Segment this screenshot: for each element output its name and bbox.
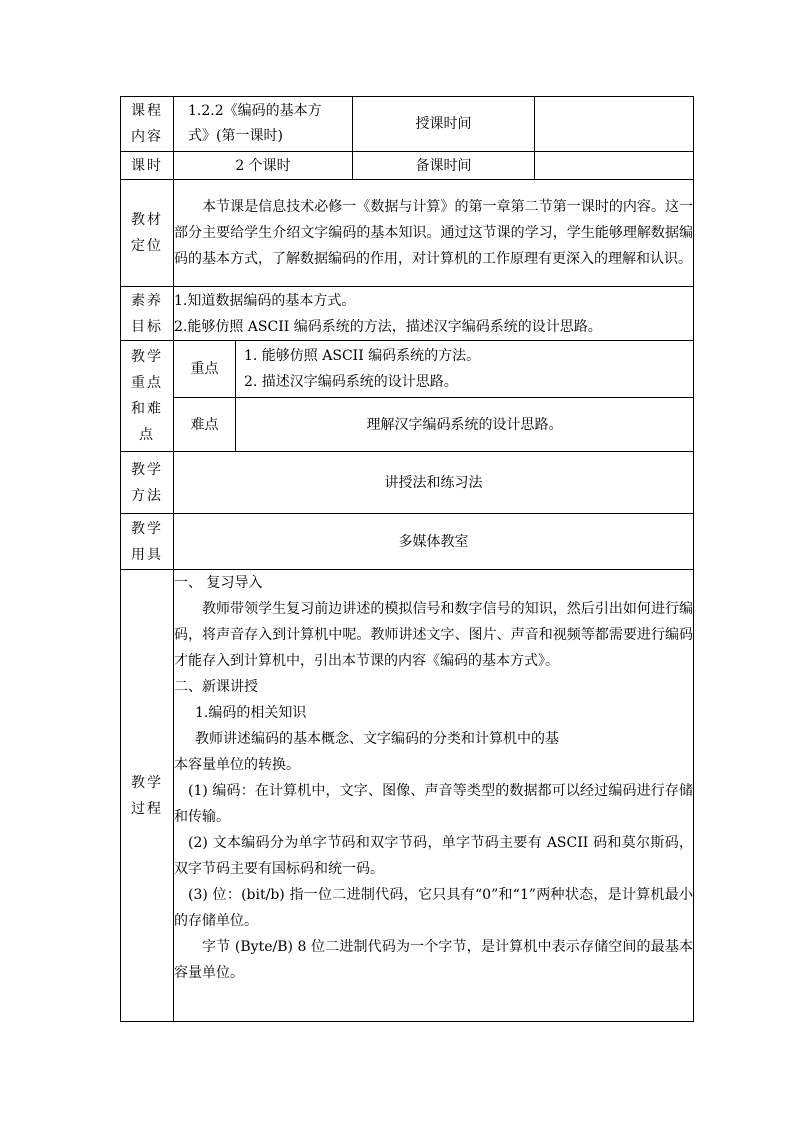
row-textbook-position: [121, 180, 694, 287]
process-subheading: 1.编码的相关知识: [195, 705, 307, 721]
label-line: 内容: [131, 129, 163, 145]
key-items: [236, 341, 694, 398]
process-paragraph: (2) 文本编码分为单字节码和双字节码，单字节码主要有 ASCII 码和莫尔斯码，双字节码主要有国标码和统一码。: [174, 835, 694, 877]
label-line: 教学: [131, 461, 163, 478]
process-paragraph: 本容量单位的转换。: [174, 757, 300, 773]
row-goals: [121, 287, 694, 341]
label-line: 教学: [131, 774, 163, 791]
method-value: 讲授法和练习法: [174, 452, 694, 514]
label-line: 教学: [131, 520, 163, 537]
label-tools: [121, 514, 174, 570]
row-course-content: [121, 97, 694, 152]
row-key-points: [121, 341, 694, 398]
label-key-difficult: [121, 341, 174, 452]
label-line: 点: [139, 427, 155, 443]
textbook-position-text: 本节课是信息技术必修一《数据与计算》的第一章第二节第一课时的内容。这一部分主要给学生介绍文字编码的基本知识。通过这节课的学习，学生能够理解数据编码的基本方式，了解数据编码的作用，对计算机的工作原理有更深入的理解和认识。: [174, 180, 694, 287]
tools-value: 多媒体教室: [174, 514, 694, 570]
goal-item: 2.能够仿照 ASCII 编码系统的方法，描述汉字编码系统的设计思路。: [174, 318, 602, 335]
process-paragraph: (3) 位：(bit/b) 指一位二进制代码，它只具有“0”和“1”两种状态，是计算机最小的存储单位。: [174, 887, 694, 929]
label-line: 目标: [131, 318, 163, 335]
difficult-text: 理解汉字编码系统的设计思路。: [236, 398, 694, 452]
goal-item: 1.知道数据编码的基本方式。: [174, 292, 356, 309]
label-line: 重点: [131, 375, 163, 391]
process-paragraph: (1) 编码：在计算机中，文字、图像、声音等类型的数据都可以经过编码进行存储和传输。: [174, 783, 694, 825]
label-method: [121, 452, 174, 514]
label-goals: [121, 287, 174, 341]
hours-value: 2 个课时: [174, 152, 353, 180]
lesson-plan-table: [120, 96, 694, 1022]
prep-time-label: 备课时间: [353, 152, 535, 180]
process-paragraph: 教师讲述编码的基本概念、文字编码的分类和计算机中的基: [195, 731, 559, 747]
label-line: 定位: [131, 238, 163, 254]
row-tools: [121, 514, 694, 570]
label-hours: 课时: [121, 152, 174, 180]
prep-time-value: [535, 152, 694, 180]
row-hours: [121, 152, 694, 180]
label-course-content: [121, 97, 174, 152]
process-heading: 一、 复习导入: [174, 575, 263, 591]
goals-list: [174, 287, 694, 341]
course-content-value: 1.2.2《编码的基本方式》(第一课时): [174, 97, 353, 152]
label-line: 过程: [131, 800, 163, 817]
row-process: [121, 570, 694, 1022]
key-item: 2. 描述汉字编码系统的设计思路。: [244, 374, 458, 390]
label-line: 教学: [131, 349, 163, 365]
label-line: 课程: [131, 103, 163, 119]
difficult-label: 难点: [174, 398, 236, 452]
row-method: [121, 452, 694, 514]
teach-time-value: [535, 97, 694, 152]
label-line: 和难: [131, 401, 163, 417]
row-difficult-points: [121, 398, 694, 452]
label-process: [121, 570, 174, 1022]
process-paragraph: 教师带领学生复习前边讲述的模拟信号和数字信号的知识，然后引出如何进行编码，将声音存入到计算机中呢。教师讲述文字、图片、声音和视频等都需要进行编码才能存入到计算机中，引出本节课的内容《编码的基本方式》。: [174, 601, 694, 669]
label-line: 用具: [131, 546, 163, 563]
teach-time-label: 授课时间: [353, 97, 535, 152]
label-line: 教材: [131, 212, 163, 228]
key-label: 重点: [174, 341, 236, 398]
label-textbook-position: [121, 180, 174, 287]
label-line: 素养: [131, 292, 163, 309]
process-heading: 二、新课讲授: [174, 679, 258, 695]
process-paragraph: 字节 (Byte/B) 8 位二进制代码为一个字节，是计算机中表示存储空间的最基本容量单位。: [174, 939, 694, 981]
label-line: 方法: [131, 487, 163, 504]
process-content: [174, 570, 694, 1022]
key-item: 1. 能够仿照 ASCII 编码系统的方法。: [244, 348, 481, 364]
